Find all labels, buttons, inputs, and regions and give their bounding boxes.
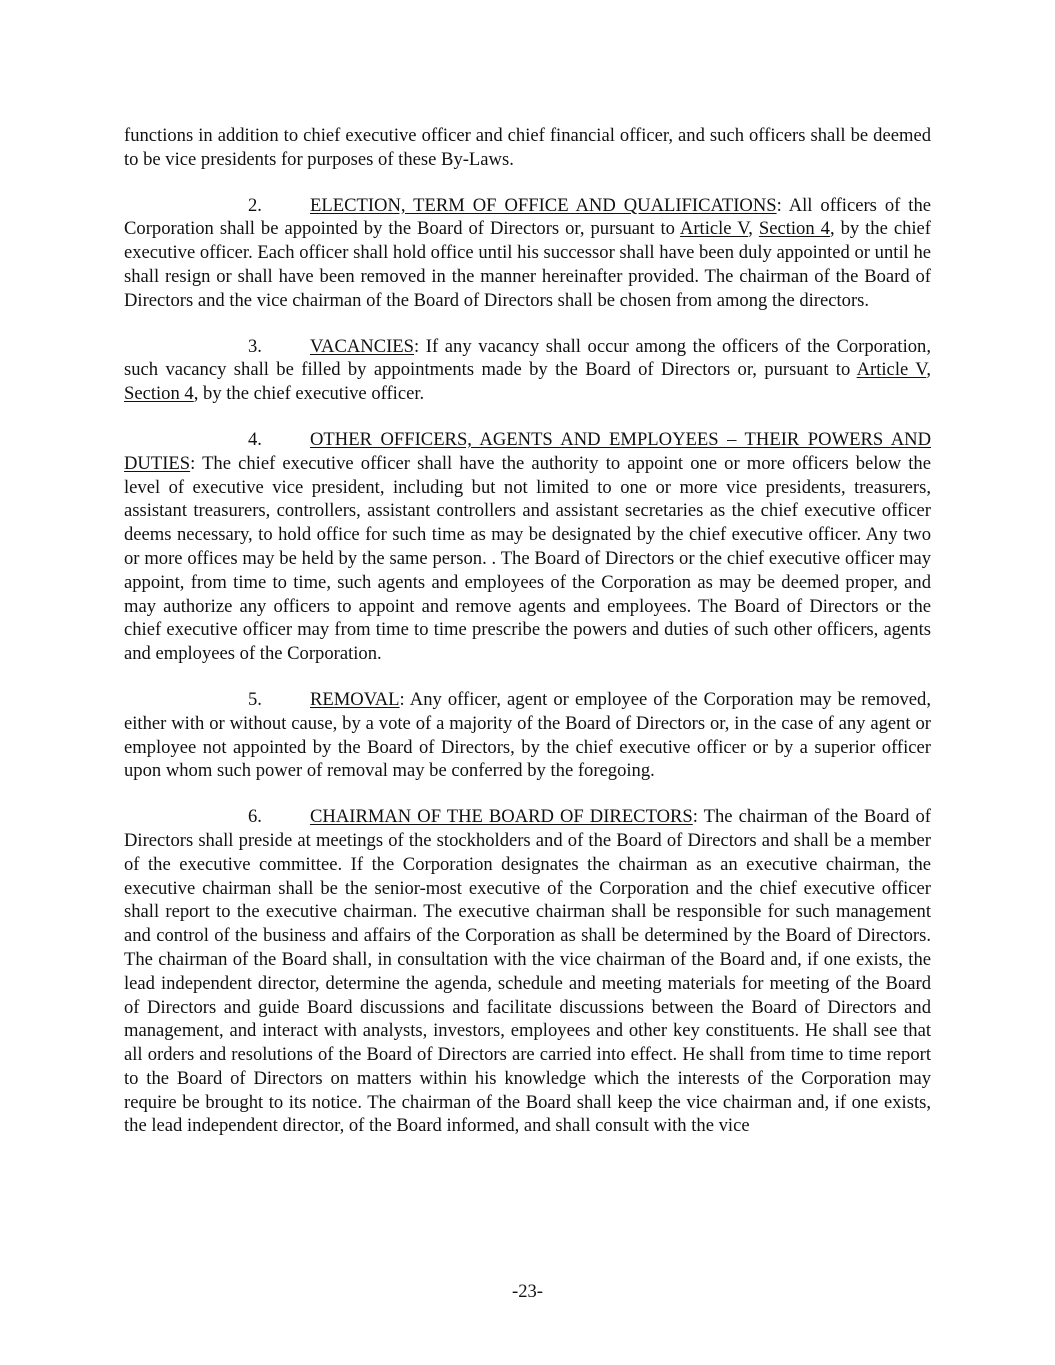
section-5-number: 5. bbox=[248, 688, 262, 710]
section-4-text-1: The chief executive officer shall have the authority to appoint one or more officers below the level of executive vice president, including but not limited to one or more vice presidents, treasurers, assistant treasurers, controllers, assistant controllers and assistant secretaries as the chief executive officer deems necessary, to hold office for such time as may be designated by the chief executive officer. Any two or more offices may be held by the same person. . The Board of Directors or the chief executive officer may appoint, from time to time, such agents and employees of the Corporation as may be deemed proper, and may authorize any officers to appoint and remove agents and employees. The Board of Directors or the chief executive officer may from time to time prescribe the powers and duties of such other officers, agents and employees of the Corporation. bbox=[124, 452, 931, 665]
section-3-article-ref: Article V bbox=[856, 359, 927, 381]
document-page bbox=[124, 124, 931, 1160]
section-2-heading: ELECTION, TERM OF OFFICE AND QUALIFICATIONS bbox=[310, 194, 777, 216]
section-2-number: 2. bbox=[248, 194, 262, 216]
section-3-text-2: , by the chief executive officer. bbox=[193, 383, 425, 405]
section-5-text-1: Any officer, agent or employee of the Corporation may be removed, either with or without cause, by a vote of a majority of the Board of Directors or, in the case of any agent or employee not appointed by the Board of Directors, by the chief executive officer or by a superior officer upon whom such power of removal may be conferred by the foregoing. bbox=[124, 688, 931, 782]
section-3-text-1: If any vacancy shall occur among the officers of the Corporation, such vacancy shall be filled by appointments made by the Board of Directors or, pursuant to bbox=[124, 335, 931, 381]
section-2-text-1: All officers of the Corporation shall be appointed by the Board of Directors or, pursuant to bbox=[124, 194, 931, 240]
section-2-section-ref: Section 4 bbox=[758, 218, 830, 240]
section-3-sep: , bbox=[926, 359, 931, 381]
section-2-paragraph bbox=[124, 194, 931, 313]
section-4-paragraph bbox=[124, 428, 931, 666]
section-2-text-2: , by the chief executive officer. Each officer shall hold office until his successor shall have been duly appointed or until he shall resign or shall have been removed in the manner hereinafter provided. The chairman of the Board of Directors and the vice chairman of the Board of Directors shall be chosen from among the directors. bbox=[124, 218, 932, 311]
section-4-number: 4. bbox=[248, 428, 262, 450]
section-6-colon: : bbox=[692, 806, 698, 828]
section-4-colon: : bbox=[190, 452, 196, 474]
section-3-number: 3. bbox=[248, 335, 262, 357]
section-2-article-ref: Article V bbox=[679, 218, 749, 240]
section-6-text-1: The chairman of the Board of Directors shall preside at meetings of the stockholders and of the Board of Directors and shall be a member of the executive committee. If the Corporation designates the chairman as an executive chairman, the executive chairman shall be the senior-most executive of the Corporation and the chief executive officer shall report to the executive chairman. The executive chairman shall be responsible for such management and control of the business and affairs of the Corporation as shall be determined by the Board of Directors. The chairman of the Board shall, in consultation with the vice chairman of the Board and, if one exists, the lead independent director, determine the agenda, schedule and meeting materials for meeting of the Board of Directors and guide Board discussions and facilitate discussions between the Board of Directors and management, and interact with analysts, investors, employees and other key constituents. He shall see that all orders and resolutions of the Board of Directors are carried into effect. He shall from time to time report to the Board of Directors on matters within his knowledge which the interests of the Corporation may require be brought to its notice. The chairman of the Board shall keep the vice chairman and, if one exists, the lead independent director, of the Board informed, and shall consult with the vice bbox=[124, 806, 931, 1137]
section-6-heading: CHAIRMAN OF THE BOARD OF DIRECTORS bbox=[310, 806, 693, 828]
page-number: -23- bbox=[512, 1281, 543, 1302]
intro-paragraph bbox=[124, 124, 931, 172]
section-3-heading: VACANCIES bbox=[310, 335, 415, 357]
section-2-sep: , bbox=[748, 218, 759, 240]
section-5-colon: : bbox=[399, 688, 405, 710]
section-6-paragraph bbox=[124, 805, 931, 1138]
section-5-paragraph bbox=[124, 688, 931, 783]
section-3-colon: : bbox=[414, 335, 420, 357]
section-3-section-ref: Section 4 bbox=[124, 383, 194, 405]
section-2-colon: : bbox=[776, 194, 782, 216]
intro-text: functions in addition to chief executive officer and chief financial officer, and such officers shall be deemed to be vice presidents for purposes of these By-Laws. bbox=[124, 125, 931, 170]
section-4-heading: OTHER OFFICERS, AGENTS AND EMPLOYEES – THEIR POWERS AND DUTIES bbox=[124, 428, 931, 474]
section-3-paragraph bbox=[124, 335, 931, 406]
section-6-number: 6. bbox=[248, 806, 262, 828]
section-5-heading: REMOVAL bbox=[310, 688, 400, 710]
